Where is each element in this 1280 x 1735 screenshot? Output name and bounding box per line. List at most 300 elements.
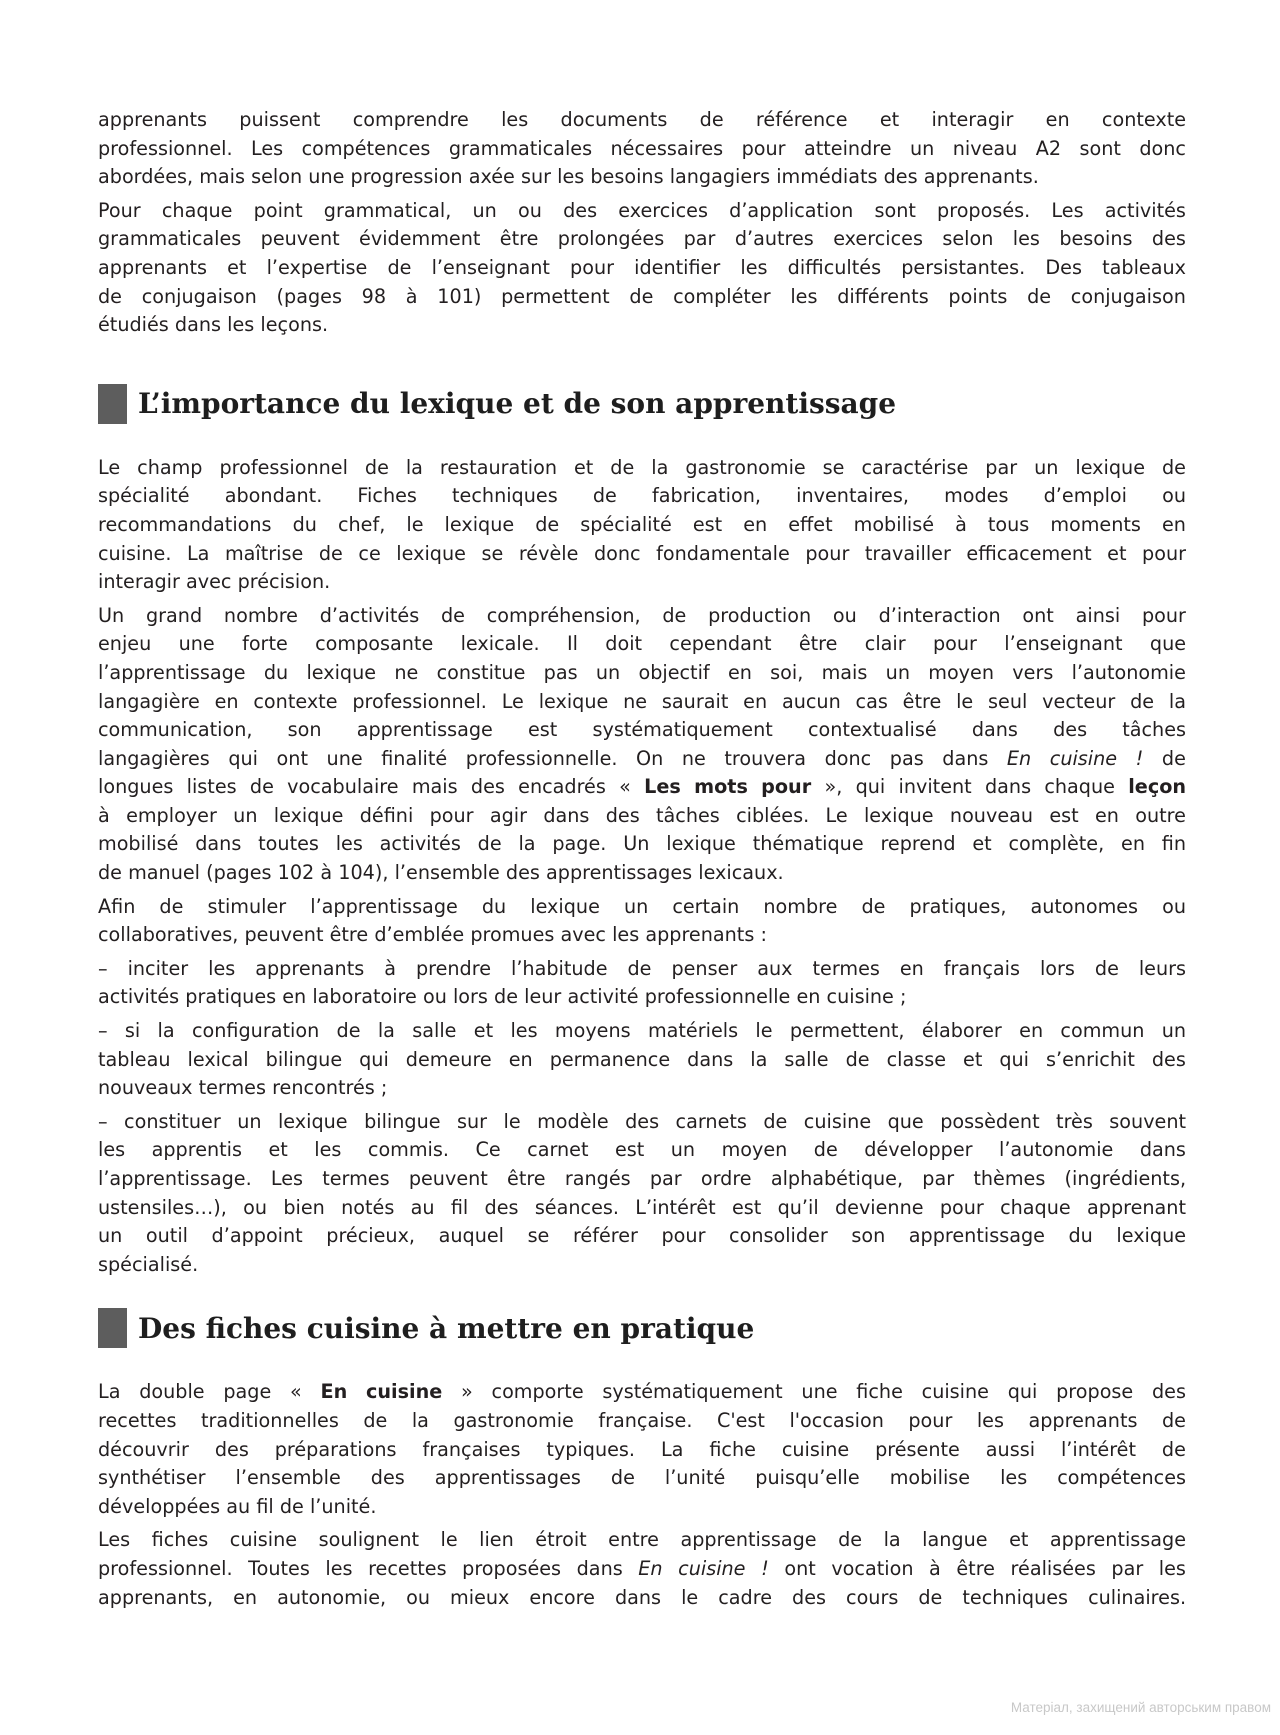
text-run: entre	[608, 1528, 659, 1552]
text-run: permanence	[549, 1047, 671, 1071]
text-run: ;	[899, 985, 907, 1009]
text-run: différents	[837, 284, 929, 308]
paragraph	[98, 1378, 1186, 1521]
text-run: des	[484, 1195, 519, 1219]
text-run: cuisine	[803, 1109, 872, 1133]
text-run: par	[649, 1167, 682, 1190]
text-run: l’autonomie	[999, 1138, 1114, 1162]
text-run: ont	[784, 1556, 816, 1580]
text-line	[98, 955, 1186, 984]
text-run: et	[963, 1047, 983, 1071]
text-run: puissent	[239, 108, 321, 131]
text-run: lexicale.	[460, 632, 540, 656]
text-run: un	[623, 894, 649, 918]
text-run: Afin	[98, 894, 136, 918]
text-line	[98, 1378, 1186, 1407]
text-run: dans	[543, 803, 590, 827]
text-run: langagières	[98, 746, 210, 770]
text-run: des	[883, 165, 918, 189]
text-run: prendre	[415, 956, 492, 980]
text-run: des	[792, 1585, 826, 1609]
text-run: pas	[889, 746, 924, 770]
text-run: et	[473, 1019, 494, 1043]
text-line	[98, 1136, 1186, 1165]
text-run: les	[976, 1408, 1004, 1432]
text-run: le	[440, 1528, 458, 1552]
text-line	[98, 1407, 1186, 1436]
text-run: de	[98, 861, 122, 885]
text-run: apprentis	[151, 1138, 243, 1162]
text-run: C'est	[716, 1408, 765, 1432]
text-run: est	[692, 512, 723, 536]
text-run: autonomie,	[277, 1585, 387, 1609]
text-run: conjugaison	[141, 284, 257, 308]
text-run: nécessaires	[610, 136, 724, 160]
text-run: outre	[1135, 803, 1186, 827]
text-run: mais	[199, 165, 246, 189]
text-run: les	[325, 1556, 353, 1580]
text-run: lien	[479, 1528, 514, 1552]
text-run: encore	[529, 1585, 595, 1609]
text-run: langagière	[98, 689, 200, 713]
bold-text: leçon	[1128, 775, 1187, 799]
text-run: comporte	[491, 1380, 584, 1404]
text-run: un	[472, 198, 497, 222]
text-run: apprenants	[98, 108, 207, 131]
text-run: La	[660, 1437, 684, 1461]
text-run: niveau	[952, 136, 1018, 160]
text-run: Les	[251, 136, 284, 160]
text-run: la	[157, 1019, 175, 1043]
text-run: apprenants.	[923, 165, 1039, 189]
text-run: propose	[1056, 1380, 1134, 1404]
text-run: être	[507, 1167, 546, 1190]
text-run: l’unité	[664, 1466, 726, 1490]
text-run: les	[612, 923, 640, 947]
section-heading-lexique	[98, 384, 1186, 424]
text-run: commis.	[367, 1138, 449, 1162]
text-run: outil	[145, 1224, 188, 1248]
text-run: ou	[1162, 894, 1187, 918]
text-run: interagir	[98, 570, 180, 594]
text-run: l’enseignant	[431, 255, 550, 279]
text-run: en	[508, 1047, 533, 1071]
text-run: cuisine	[229, 1528, 298, 1552]
text-line	[98, 745, 1186, 774]
text-run: moyens	[554, 1019, 631, 1043]
text-run: être	[956, 1556, 995, 1580]
text-run: auquel	[438, 1224, 504, 1248]
text-run: en	[1019, 1019, 1044, 1043]
section-heading-fiches-cuisine	[98, 1308, 1186, 1348]
text-run: page.	[552, 832, 607, 856]
text-run: communication,	[98, 718, 253, 742]
text-run: du	[292, 512, 317, 536]
text-run: encadrés	[518, 775, 606, 799]
text-line	[98, 1046, 1186, 1075]
text-line	[98, 1464, 1186, 1493]
text-run: double	[139, 1380, 205, 1404]
text-run: modes	[944, 484, 1009, 508]
italic-text: cuisine	[1049, 746, 1118, 770]
text-run: l’autonomie	[1071, 660, 1186, 684]
text-run: cuisine.	[98, 541, 172, 565]
text-run: un	[1161, 1019, 1187, 1043]
text-line	[98, 716, 1186, 745]
text-run: apprenants	[1028, 1408, 1138, 1432]
text-run: en	[796, 985, 821, 1009]
text-line	[98, 1584, 1186, 1613]
text-line	[98, 659, 1186, 688]
text-run: en	[743, 512, 768, 536]
text-run: pratiques,	[909, 894, 1007, 918]
text-run: son	[851, 1224, 886, 1248]
text-run: se	[481, 541, 504, 565]
text-run: axée	[468, 165, 515, 189]
text-run: être	[329, 923, 369, 947]
text-run: effet	[788, 512, 833, 536]
text-run: de	[699, 108, 724, 131]
text-run: les	[208, 956, 236, 980]
text-run: stimuler	[207, 894, 287, 918]
text-run: L’intérêt	[635, 1195, 716, 1219]
text-run: contexte	[253, 689, 338, 713]
text-run: ne	[623, 689, 648, 713]
paragraph	[98, 454, 1186, 597]
text-run: (ingrédients,	[1064, 1167, 1187, 1190]
text-run: «	[290, 1380, 302, 1404]
text-run: avec	[185, 570, 232, 594]
text-run: l’ensemble	[394, 861, 500, 885]
text-run: proposés.	[937, 198, 1031, 222]
text-run: français	[943, 956, 1020, 980]
text-run: mais	[411, 775, 458, 799]
text-run: tous	[987, 512, 1030, 536]
text-run: sur	[520, 165, 551, 189]
text-run: dans	[971, 718, 1018, 742]
bold-text: En	[320, 1380, 348, 1404]
text-run: de	[627, 956, 652, 980]
text-run: modèle	[537, 1109, 609, 1133]
text-run: cependant	[669, 632, 772, 656]
text-run: nouveaux	[98, 1076, 193, 1100]
text-run: aux	[757, 956, 793, 980]
text-line	[98, 254, 1186, 283]
text-run: finalité	[381, 746, 448, 770]
text-run: de	[1094, 956, 1119, 980]
text-run: la	[1168, 689, 1186, 713]
text-line	[98, 163, 1186, 192]
text-run: carnets	[675, 1109, 747, 1133]
text-run: complète,	[1008, 832, 1105, 856]
text-run: lexique	[273, 803, 344, 827]
text-run: cuisine	[781, 1437, 850, 1461]
text-run: leçons.	[260, 313, 329, 337]
text-run: l’apprentissage	[310, 894, 458, 918]
text-run: référence	[755, 108, 848, 131]
text-run: et	[1009, 1528, 1029, 1552]
text-run: du	[1068, 1224, 1093, 1248]
text-run: les	[335, 832, 363, 856]
text-run: spécialité	[98, 484, 190, 508]
text-run: se	[527, 1224, 550, 1248]
text-line	[98, 1017, 1186, 1046]
text-run: dans	[1139, 1138, 1186, 1162]
text-run: –	[98, 956, 108, 980]
text-run: Les	[1051, 198, 1084, 222]
text-run: La	[98, 1380, 121, 1404]
text-run: qui	[999, 1047, 1030, 1071]
text-run: lexique	[1116, 1224, 1187, 1248]
text-run: de	[98, 284, 122, 308]
text-run: apprentissage	[356, 718, 493, 742]
text-run: que	[887, 1109, 924, 1133]
text-run: fil	[256, 1494, 274, 1518]
text-run: chef,	[337, 512, 386, 536]
text-run: Le	[98, 455, 121, 479]
text-run: et	[1107, 541, 1127, 565]
text-run: un	[1034, 455, 1059, 479]
text-run: de	[387, 255, 412, 279]
text-run: en	[1161, 512, 1186, 536]
text-run: être	[798, 632, 838, 656]
text-run: activité	[567, 985, 639, 1009]
text-run: clair	[864, 632, 906, 656]
text-run: fiche	[709, 1437, 756, 1461]
text-run: les	[501, 108, 529, 131]
text-run: donc	[1139, 136, 1186, 160]
text-run: à	[929, 1556, 941, 1580]
text-run: défini	[359, 803, 414, 827]
text-run: référer	[572, 1224, 638, 1248]
text-run: »	[461, 1380, 473, 1404]
text-run: qui	[855, 775, 886, 799]
text-run: pour	[661, 1224, 706, 1248]
text-run: apprenants,	[98, 1585, 214, 1609]
text-run: des	[1151, 1047, 1186, 1071]
text-run: pour	[932, 632, 977, 656]
text-line	[98, 893, 1186, 922]
text-run: Le	[825, 803, 848, 827]
text-run: les	[740, 255, 768, 279]
text-run: nombre	[763, 894, 838, 918]
text-run: nombre	[223, 603, 298, 627]
text-run: contextualisé	[807, 718, 937, 742]
text-run: du	[263, 660, 289, 684]
text-run: restauration	[439, 455, 558, 479]
text-run: en	[233, 1585, 258, 1609]
text-line	[98, 983, 1186, 1012]
text-run: salle	[412, 1019, 457, 1043]
text-run: des	[1053, 718, 1088, 742]
text-run: langagiers	[669, 165, 771, 189]
text-run: :	[760, 923, 767, 947]
text-run: en	[214, 689, 239, 713]
text-run: les	[1012, 227, 1040, 251]
text-run: pratiques	[185, 985, 277, 1009]
text-run: l’ensemble	[235, 1466, 341, 1490]
text-run: l’intérêt	[1060, 1437, 1136, 1461]
text-run: composante	[315, 632, 434, 656]
text-run: ou	[832, 603, 857, 627]
text-run: termes	[322, 1167, 390, 1190]
text-run: son	[287, 718, 322, 742]
text-run: efficacement	[966, 541, 1092, 565]
text-run: ce	[358, 541, 381, 565]
text-run: point	[253, 198, 303, 222]
text-run: forte	[242, 632, 288, 656]
text-line	[98, 1165, 1186, 1194]
text-run: découvrir	[98, 1437, 189, 1461]
text-run: fil	[450, 1195, 469, 1219]
text-run: typiques.	[546, 1437, 636, 1461]
text-run: et	[972, 832, 992, 856]
text-run: besoins	[1059, 227, 1133, 251]
text-run: peuvent	[408, 1167, 488, 1190]
text-run: classe	[886, 1047, 947, 1071]
text-line	[98, 630, 1186, 659]
text-run: compétences	[1057, 1466, 1187, 1490]
text-run: est	[1049, 803, 1079, 827]
text-run: qui	[359, 1047, 389, 1071]
text-run: alphabétique,	[770, 1167, 904, 1190]
text-run: professionnel.	[98, 1556, 233, 1580]
text-line	[98, 773, 1186, 802]
text-run: ont	[276, 746, 308, 770]
intro-section	[98, 106, 1186, 340]
text-run: lexicaux.	[698, 861, 784, 885]
text-run: cuisine	[826, 985, 894, 1009]
paragraph	[98, 1526, 1186, 1612]
text-line	[98, 1493, 1186, 1522]
text-run: de	[629, 284, 654, 308]
text-run: vocabulaire	[287, 775, 399, 799]
italic-text: En	[638, 1556, 663, 1580]
text-run: d’emblée	[374, 923, 465, 947]
text-run: chaque	[161, 198, 233, 222]
text-run: difficultés	[787, 255, 882, 279]
text-run: mobilisé	[853, 512, 935, 536]
text-run: soi,	[770, 660, 804, 684]
paragraph	[98, 893, 1186, 950]
text-run: des	[370, 1466, 405, 1490]
text-run: de	[610, 455, 635, 479]
text-run: ont	[1022, 603, 1054, 627]
text-run: cas	[855, 689, 888, 713]
text-line	[98, 1436, 1186, 1465]
text-run: Des	[1045, 255, 1082, 279]
text-run: ou	[406, 1585, 431, 1609]
paragraph	[98, 1017, 1186, 1103]
text-run: les	[1158, 1556, 1186, 1580]
text-run: étudiés	[98, 313, 169, 337]
text-run: salle	[784, 1047, 829, 1071]
text-line	[98, 921, 1186, 950]
text-run: moyen	[721, 1138, 788, 1162]
text-run: apprentissage	[908, 1224, 1045, 1248]
text-run: Fiches	[357, 484, 417, 508]
text-run: professionnel.	[352, 689, 487, 713]
text-run: ou	[518, 198, 542, 222]
text-run: dans	[614, 1585, 662, 1609]
text-run: et	[227, 255, 247, 279]
text-run: –	[98, 1109, 108, 1133]
text-run: de	[364, 455, 389, 479]
text-run: un	[909, 136, 935, 160]
text-run: d’appoint	[211, 1224, 303, 1248]
text-run: en	[1045, 108, 1070, 131]
text-line	[98, 311, 1186, 340]
text-run: de	[440, 603, 465, 627]
text-run: de	[279, 1494, 304, 1518]
text-run: de	[1161, 455, 1186, 479]
text-run: par	[922, 1167, 955, 1190]
section-title: Des fiches cuisine à mettre en pratique	[138, 1311, 755, 1345]
text-run: la	[518, 832, 536, 856]
text-run: fondamentale	[656, 541, 790, 565]
text-run: bien	[283, 1195, 325, 1219]
text-run: Il	[566, 632, 578, 656]
text-run: points	[948, 284, 1008, 308]
text-run: de	[838, 1528, 863, 1552]
text-line	[98, 802, 1186, 831]
text-run: mobilise	[889, 1466, 971, 1490]
text-run: de	[1161, 1408, 1186, 1432]
text-run: termes	[198, 1076, 266, 1100]
text-run: compléter	[673, 284, 771, 308]
text-run: interagir	[931, 108, 1014, 131]
text-run: de	[1027, 284, 1052, 308]
text-run: vers	[1012, 660, 1054, 684]
text-run: lexique	[1075, 455, 1146, 479]
text-run: et	[879, 108, 900, 131]
section-body-fiches-cuisine	[98, 1378, 1186, 1612]
text-line	[98, 688, 1186, 717]
text-run: très	[1056, 1109, 1093, 1133]
text-run: comprendre	[352, 108, 469, 131]
text-run: par	[683, 227, 716, 251]
text-line	[98, 568, 1186, 597]
text-run: lexical	[187, 1047, 249, 1071]
text-run: en	[743, 689, 768, 713]
text-run: dans	[174, 313, 222, 337]
text-run: fiches	[151, 1528, 209, 1552]
text-run: lexique	[306, 660, 377, 684]
text-run: séances.	[534, 1195, 619, 1219]
text-run: les	[227, 313, 255, 337]
text-run: dans	[576, 1556, 623, 1580]
text-run: recommandations	[98, 512, 272, 536]
text-line	[98, 511, 1186, 540]
text-run: professionnel.	[98, 136, 233, 160]
text-run: page	[223, 1380, 272, 1404]
text-run: le	[956, 689, 974, 713]
text-run: vecteur	[1042, 689, 1116, 713]
text-run: et	[574, 455, 594, 479]
text-run: matériels	[647, 1019, 739, 1043]
text-run: lors	[452, 985, 488, 1009]
text-run: française.	[598, 1408, 693, 1432]
text-run: pour	[741, 136, 786, 160]
text-run: toutes	[258, 832, 319, 856]
text-run: trouvera	[724, 746, 807, 770]
text-run: production	[708, 603, 812, 627]
text-run: conjugaison	[1070, 284, 1186, 308]
text-run: révèle	[518, 541, 579, 565]
text-run: qui	[228, 746, 258, 770]
text-run: la	[411, 1408, 429, 1432]
text-run: par	[1111, 1556, 1144, 1580]
